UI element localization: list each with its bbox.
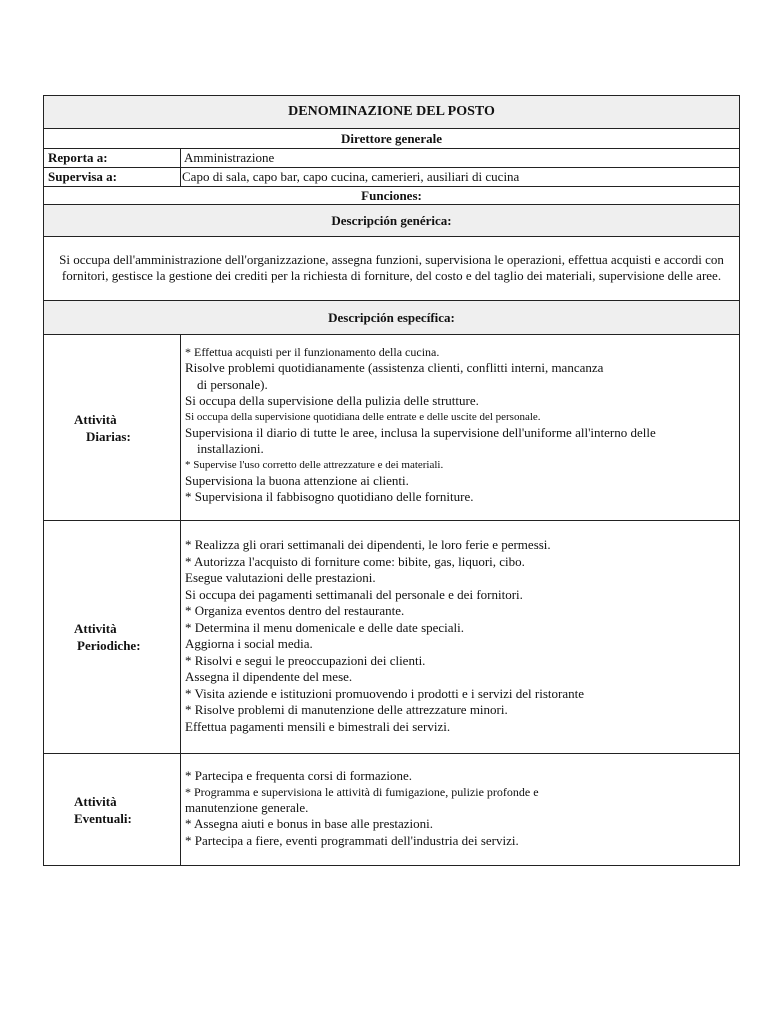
list-item: * Supervise l'uso corretto delle attrezzature e dei materiali. (185, 458, 444, 471)
list-item: di personale). (197, 376, 268, 392)
list-item: * Determina il menu domenicale e delle date speciali. (185, 619, 465, 635)
list-item: * Supervisiona il fabbisogno quotidiano delle forniture. (185, 489, 474, 504)
position-name: Direttore generale (44, 129, 740, 149)
occasional-activities-list (181, 754, 740, 866)
functions-heading: Funciones: (44, 187, 740, 205)
list-item: * Programma e supervisiona le attività di fumigazione, pulizie profonde e (185, 784, 539, 799)
list-item: manutenzione generale. (185, 799, 309, 815)
list-item: Si occupa dei pagamenti settimanali del personale e dei fornitori. (185, 586, 523, 602)
list-item: * Organiza eventos dentro del restaurante. (185, 603, 405, 618)
job-description-table (43, 95, 740, 866)
daily-activities-label: Attività Diarias: (44, 335, 181, 521)
list-item: * Partecipa e frequenta corsi di formazione. (185, 768, 413, 783)
list-item: * Partecipa a fiere, eventi programmati dell'industria dei servizi. (185, 832, 519, 848)
list-item: * Effettua acquisti per il funzionamento della cucina. (185, 345, 440, 359)
list-item: * Realizza gli orari settimanali dei dipendenti, le loro ferie e permessi. (185, 537, 551, 552)
list-item: * Visita aziende e istituzioni promuovendo i prodotti e i servizi del ristorante (185, 685, 584, 701)
generic-description-text: Si occupa dell'amministrazione dell'organizzazione, assegna funzioni, supervisiona le operazioni, effettua acquisti e accordi con fornitori, gestisce la gestione dei crediti per la richiesta di forniture, del costo e del taglio dei materiali, supervisione delle aree. (44, 237, 740, 301)
list-item: Supervisiona la buona attenzione ai clienti. (185, 472, 409, 488)
list-item: Effettua pagamenti mensili e bimestrali dei servizi. (185, 718, 451, 734)
list-item: * Autorizza l'acquisto di forniture come: bibite, gas, liquori, cibo. (185, 553, 525, 569)
list-item: Risolve problemi quotidianamente (assistenza clienti, conflitti interni, mancanza (185, 360, 604, 375)
list-item: * Assegna aiuti e bonus in base alle prestazioni. (185, 816, 434, 831)
document-title: DENOMINAZIONE DEL POSTO (44, 96, 740, 129)
occasional-activities-label: Attività Eventuali: (44, 754, 181, 866)
list-item: Assegna il dipendente del mese. (185, 669, 353, 684)
list-item: Supervisiona il diario di tutte le aree, inclusa la supervisione dell'uniforme all'interno delle (185, 424, 656, 440)
reports-to-label: Reporta a: (44, 149, 181, 168)
list-item: Aggiorna i social media. (185, 636, 313, 651)
list-item: Si occupa della supervisione della pulizia delle strutture. (185, 393, 479, 408)
list-item: installazioni. (197, 441, 264, 456)
supervises-label: Supervisa a: (44, 168, 181, 187)
daily-activities-list (181, 335, 740, 521)
list-item: * Risolve problemi di manutenzione delle attrezzature minori. (185, 702, 508, 717)
list-item: Si occupa della supervisione quotidiana delle entrate e delle uscite del personale. (185, 410, 541, 423)
reports-to-value: Amministrazione (181, 149, 740, 168)
specific-description-heading: Descripción específica: (44, 301, 740, 335)
job-description-document (43, 95, 739, 866)
generic-description-heading: Descripción genérica: (44, 205, 740, 237)
periodic-activities-list (181, 521, 740, 754)
periodic-activities-label: Attività Periodiche: (44, 521, 181, 754)
list-item: Esegue valutazioni delle prestazioni. (185, 570, 376, 585)
list-item: * Risolvi e segui le preoccupazioni dei clienti. (185, 652, 426, 668)
supervises-value: Capo di sala, capo bar, capo cucina, camerieri, ausiliari di cucina (181, 168, 740, 187)
